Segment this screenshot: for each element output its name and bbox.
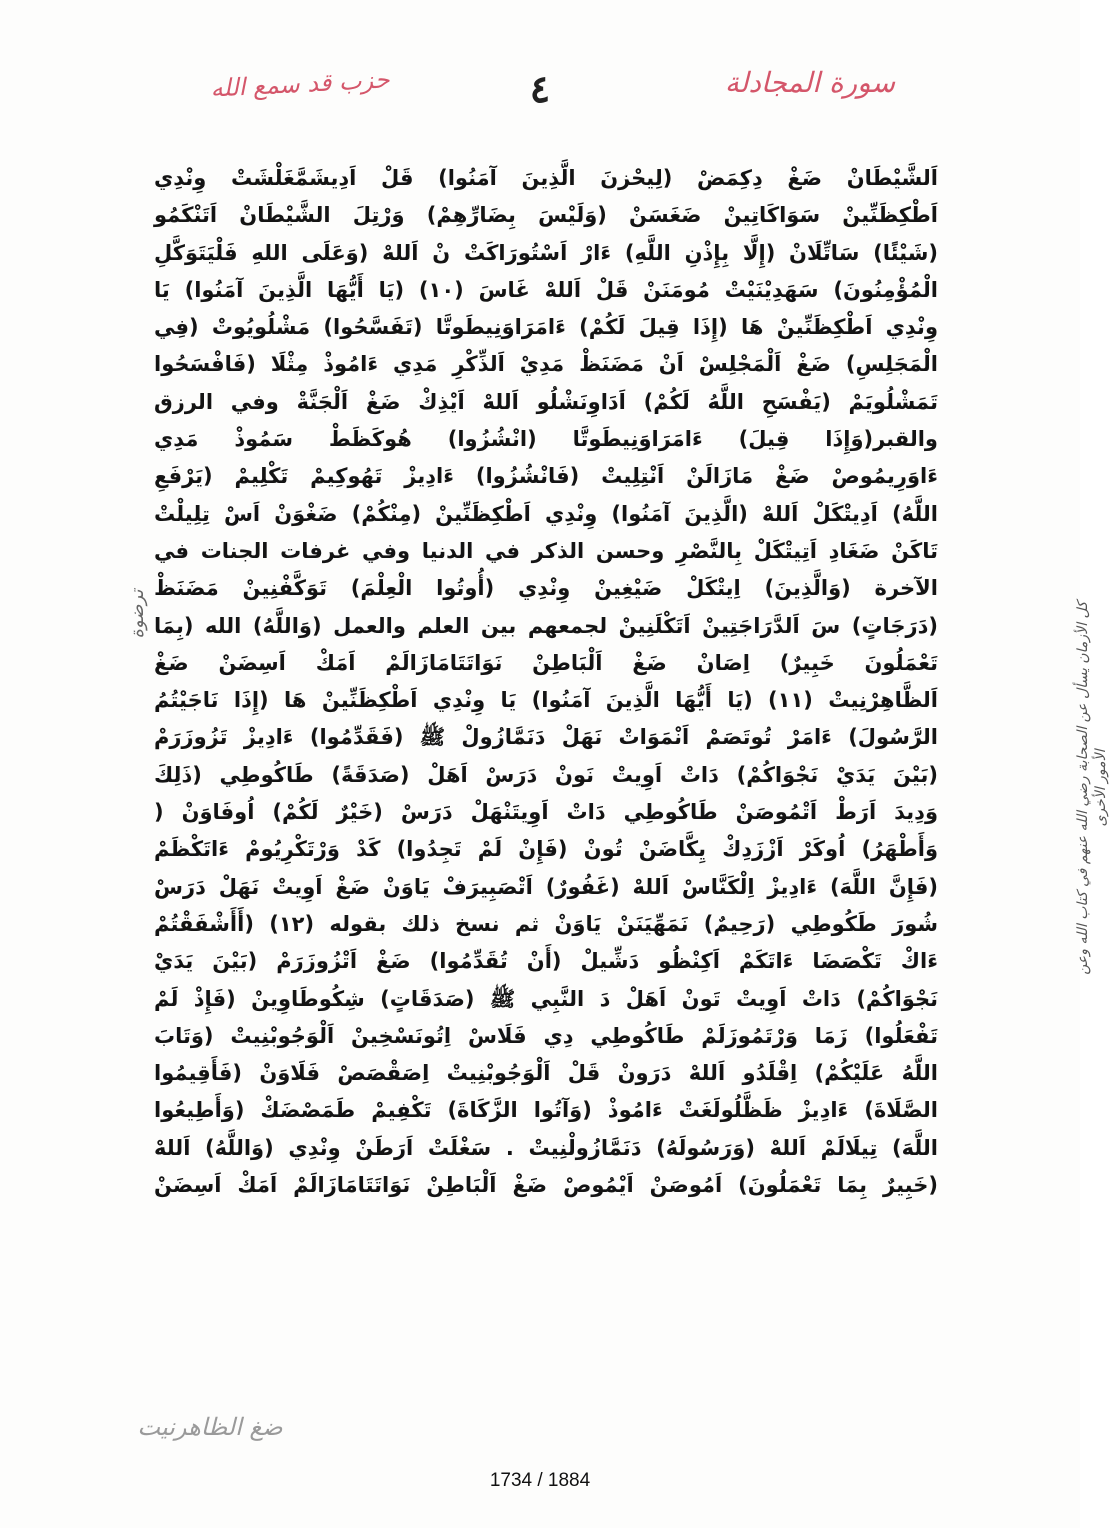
surah-header: سورة المجادلة — [724, 66, 896, 99]
right-margin-note: كل الأزمان يسأل عن الصحابة رضي الله عنهم في كتاب الله وعن الأمور الأخرى — [1075, 601, 1109, 975]
text-line: اَطْكِظَنِّينْ سَوَاكَاتِينْ ضَغَسَنْ (وَلَيْسَ بِضَارِّهِمْ) وَرْتِلَ الشَّيْطَانْ اَتَنْكَمُو — [154, 203, 938, 228]
text-line: تَفْعَلُوا) زَمَا وَرْتَمُوزَلَمْ طَاكُوطِي دِي فَلَاسْ اِتُونَسْخِينْ اَلْوَجُوبْنِيتْ (وَتَابَ — [154, 1023, 938, 1048]
text-line: وَدِيدَ اَرَطْ اَتْمُوصَنْ طَاكُوطِي دَاتْ اَوِيتَنْهَلْ دَرَسْ (خَيْرٌ لَكُمْ) اُوفَاوَنْ ( — [154, 800, 938, 825]
text-line: اللَّهُ) اَدِيتْكَلْ اَللهْ (الَّذِينَ آمَنُوا) وِنْدِي اَطْكِظَنِّينْ (مِنْكُمْ) ضَغْوَنْ اَسْ تِلِيلْتْ — [154, 501, 938, 526]
text-line: (بَيْنَ يَدَيْ نَجْوَاكُمْ) دَاتْ اَوِيتْ نَونْ دَرَسْ اَهَلْ (صَدَقَةً) طَاكُوطِي (ذَلِكَ — [154, 762, 938, 787]
text-line: نَجْوَاكُمْ) دَاتْ اَوِيتْ تَونْ اَهَلْ دَ النَّبِي ﷺ (صَدَقَاتٍ) شِكُوطَاوِينْ (فَإِذْ لَمْ — [154, 986, 938, 1011]
text-line: وَأَطْهَرُ) اُوكَرْ اَزْزَدِكْ يِكَّاضَنْ تُونْ (فَإِنْ لَمْ تَجِدُوا) كَدْ وَرْتَكْرِيُومْ ءَاتَكْظَمْ — [154, 837, 938, 862]
hizb-header: حزب قد سمع الله — [209, 65, 391, 103]
left-margin-note: ترضوة — [127, 589, 148, 639]
text-line: شُورَ طَكُوطِي (رَحِيمٌ) نَمَهِّيَنَنْ يَاوَنْ ثم نسخ ذلك بقوله (١٢) (أَأَشْفَقْتُمْ — [154, 911, 939, 936]
text-line: اَلشَّيْطَانْ ضَغْ دِكِمَضْ (لِيحْزنَ الَّذِينَ آمَنُوا) قَلْ اَدِيشَمَّغَلْشَتْ وِنْدِي — [154, 166, 938, 190]
text-line: ءَاكْ تَكْصَضَا ءَاتَكَمْ اَكِنْظُو دَشِّيلْ (أَنْ تُقَدِّمُوا) ضَغْ اَتْزُوزَرَمْ (بَيْنَ يَدَيْ — [154, 949, 938, 974]
text-line: اللَّهُ عَلَيْكُمْ) اِقْلَدُو اَللهْ دَرَونْ قَلْ اَلْوَجُوبْنِيتْ اِصَقْصَصْ فَلَاوَنْ (فَأَقِيمُوا — [154, 1061, 938, 1086]
text-line: تَمَشْلُويَمْ (يَفْسَحِ اللَّهُ لَكُمْ) اَدَاوِنَشْلُو اَللهْ اَيْذِكْ ضَغْ اَلْجَنَّةْ وفي الرزق — [154, 389, 938, 414]
text-line: (شَيْئًا) سَاتِّلَانْ (إِلَّا بِإِذْنِ اللَّهِ) ءَارْ اَسْتُورَاكَتْ نْ اَللهْ (وَعَلَى اللهِ فَلْيَتَوَكَّلِ — [154, 240, 938, 265]
text-line: والقبر(وَإِذَا قِيلَ) ءَامَرَاوَنِيطَوتَّا (انْشُزُوا) هُوكَظَطْ سَمُوذْ مَدِي — [154, 427, 938, 452]
page-number: ٤ — [529, 66, 551, 111]
body-text — [154, 160, 938, 1380]
text-line: الصَّلَاةَ) ءَادِيزْ ظَظَّلُولَغَتْ ءَامُوذْ (وَآتُوا الزَّكَاةَ) تَكْفِيمْ طَمَصْضَكْ (وَأَطِيعُوا — [154, 1098, 938, 1123]
text-line: اَلظَّاهِرْنِيتْ (١١) (يَا أَيُّهَا الَّذِينَ آمَنُوا) يَا وِنْدِي اَطْكِظَنِّينْ هَا (إِذَا نَاجَيْتُمُ — [154, 688, 938, 713]
text-line: الْمَجَلِسِ) ضَغْ اَلْمَجْلِسْ اَنْ مَضَنَظْ مَدِيْ اَلذِّكْرِ مَدِي ءَامُوذْ مِثْلَا (فَافْسَحُوا — [154, 352, 938, 377]
text-line: (خَبِيرٌ بِمَا تَعْمَلُونَ) اَمُوصَنْ اَيْمُوصْ ضَغْ اَلْبَاطِنْ نَوَاتَتَامَازَالَمْ اَمَكْ اَسِضَنْ — [154, 1173, 938, 1198]
text-line: (فَإِنَّ اللَّهَ) ءَادِيزْ اِلْكَنَّاسْ اَللهْ (غَفُورٌ) اَتْصَبِيرَفْ يَاوَنْ ضَغْ اَوِيتْ نَهَلْ دَرَسْ — [154, 874, 938, 899]
page-counter: 1734 / 1884 — [489, 1470, 591, 1491]
text-line: تَاكَنْ ضَغَادِ اَتِيتْكَلْ بِالنَّصْرِ وحسن الذكر في الدنيا وفي غرفات الجنات في — [154, 538, 938, 563]
text-line: الْمُؤْمِنُونَ) سَهَدِيْنَيْتْ مُومَنَنْ قَلْ اَللهْ غَاسَ (١٠) (يَا أَيُّهَا الَّذِينَ آمَنُوا) يَا — [154, 277, 938, 302]
catchword-note: ضغ الظاهرنيت — [137, 1413, 283, 1441]
text-line: الرَّسُولَ) ءَامَرْ تُوتَصَمْ اَنْمَوَاتْ نَهَلْ دَنَمَّازُولْ ﷺ (فَقَدِّمُوا) ءَادِيزْ تَزُوزَرَمْ — [154, 725, 938, 750]
text-line: ءَاوَرِيمُوصْ ضَغْ مَازَالَنْ اَنْتِلِيتْ (فَانْشُزُوا) ءَادِيزْ تَهُوكِيمْ تَكْلِيمْ (يَرْفَعِ — [154, 464, 938, 489]
text-line: اللَّهَ) تِيلَالَمْ اَللهْ (وَرَسُولَهُ) دَنَمَّازُولْنِيتْ . سَغْلَتْ اَرَطَنْ وِنْدِي (وَاللَّهُ) اَللهْ — [154, 1135, 938, 1160]
text-line: الآخرة (وَالَّذِينَ) اِيتْكَلْ ضَيْغِينْ وِنْدِي (أُوتُوا الْعِلْمَ) تَوَكَّفْنِينْ مَضَنَظْ — [154, 576, 938, 601]
text-line: تَعْمَلُونَ خَبِيرٌ) اِصَانْ ضَغْ اَلْبَاطِنْ نَوَاتَتَامَازَالَمْ اَمَكْ اَسِضَنْ ضَغْ — [154, 650, 938, 675]
text-line: (دَرَجَاتٍ) سَ اَلدَّرَاجَتِينْ اَتَكْلَنِينْ لجمعهم بين العلم والعمل (وَاللَّهُ) الله (بِمَا — [154, 613, 938, 638]
text-line: وِنْدِي اَطْكِظَنِّينْ هَا (إِذَا قِيلَ لَكُمْ) ءَامَرَاوَنِيطَوتَّا (تَفَسَّحُوا) مَشْلُويُوتْ (فِي — [154, 315, 938, 340]
